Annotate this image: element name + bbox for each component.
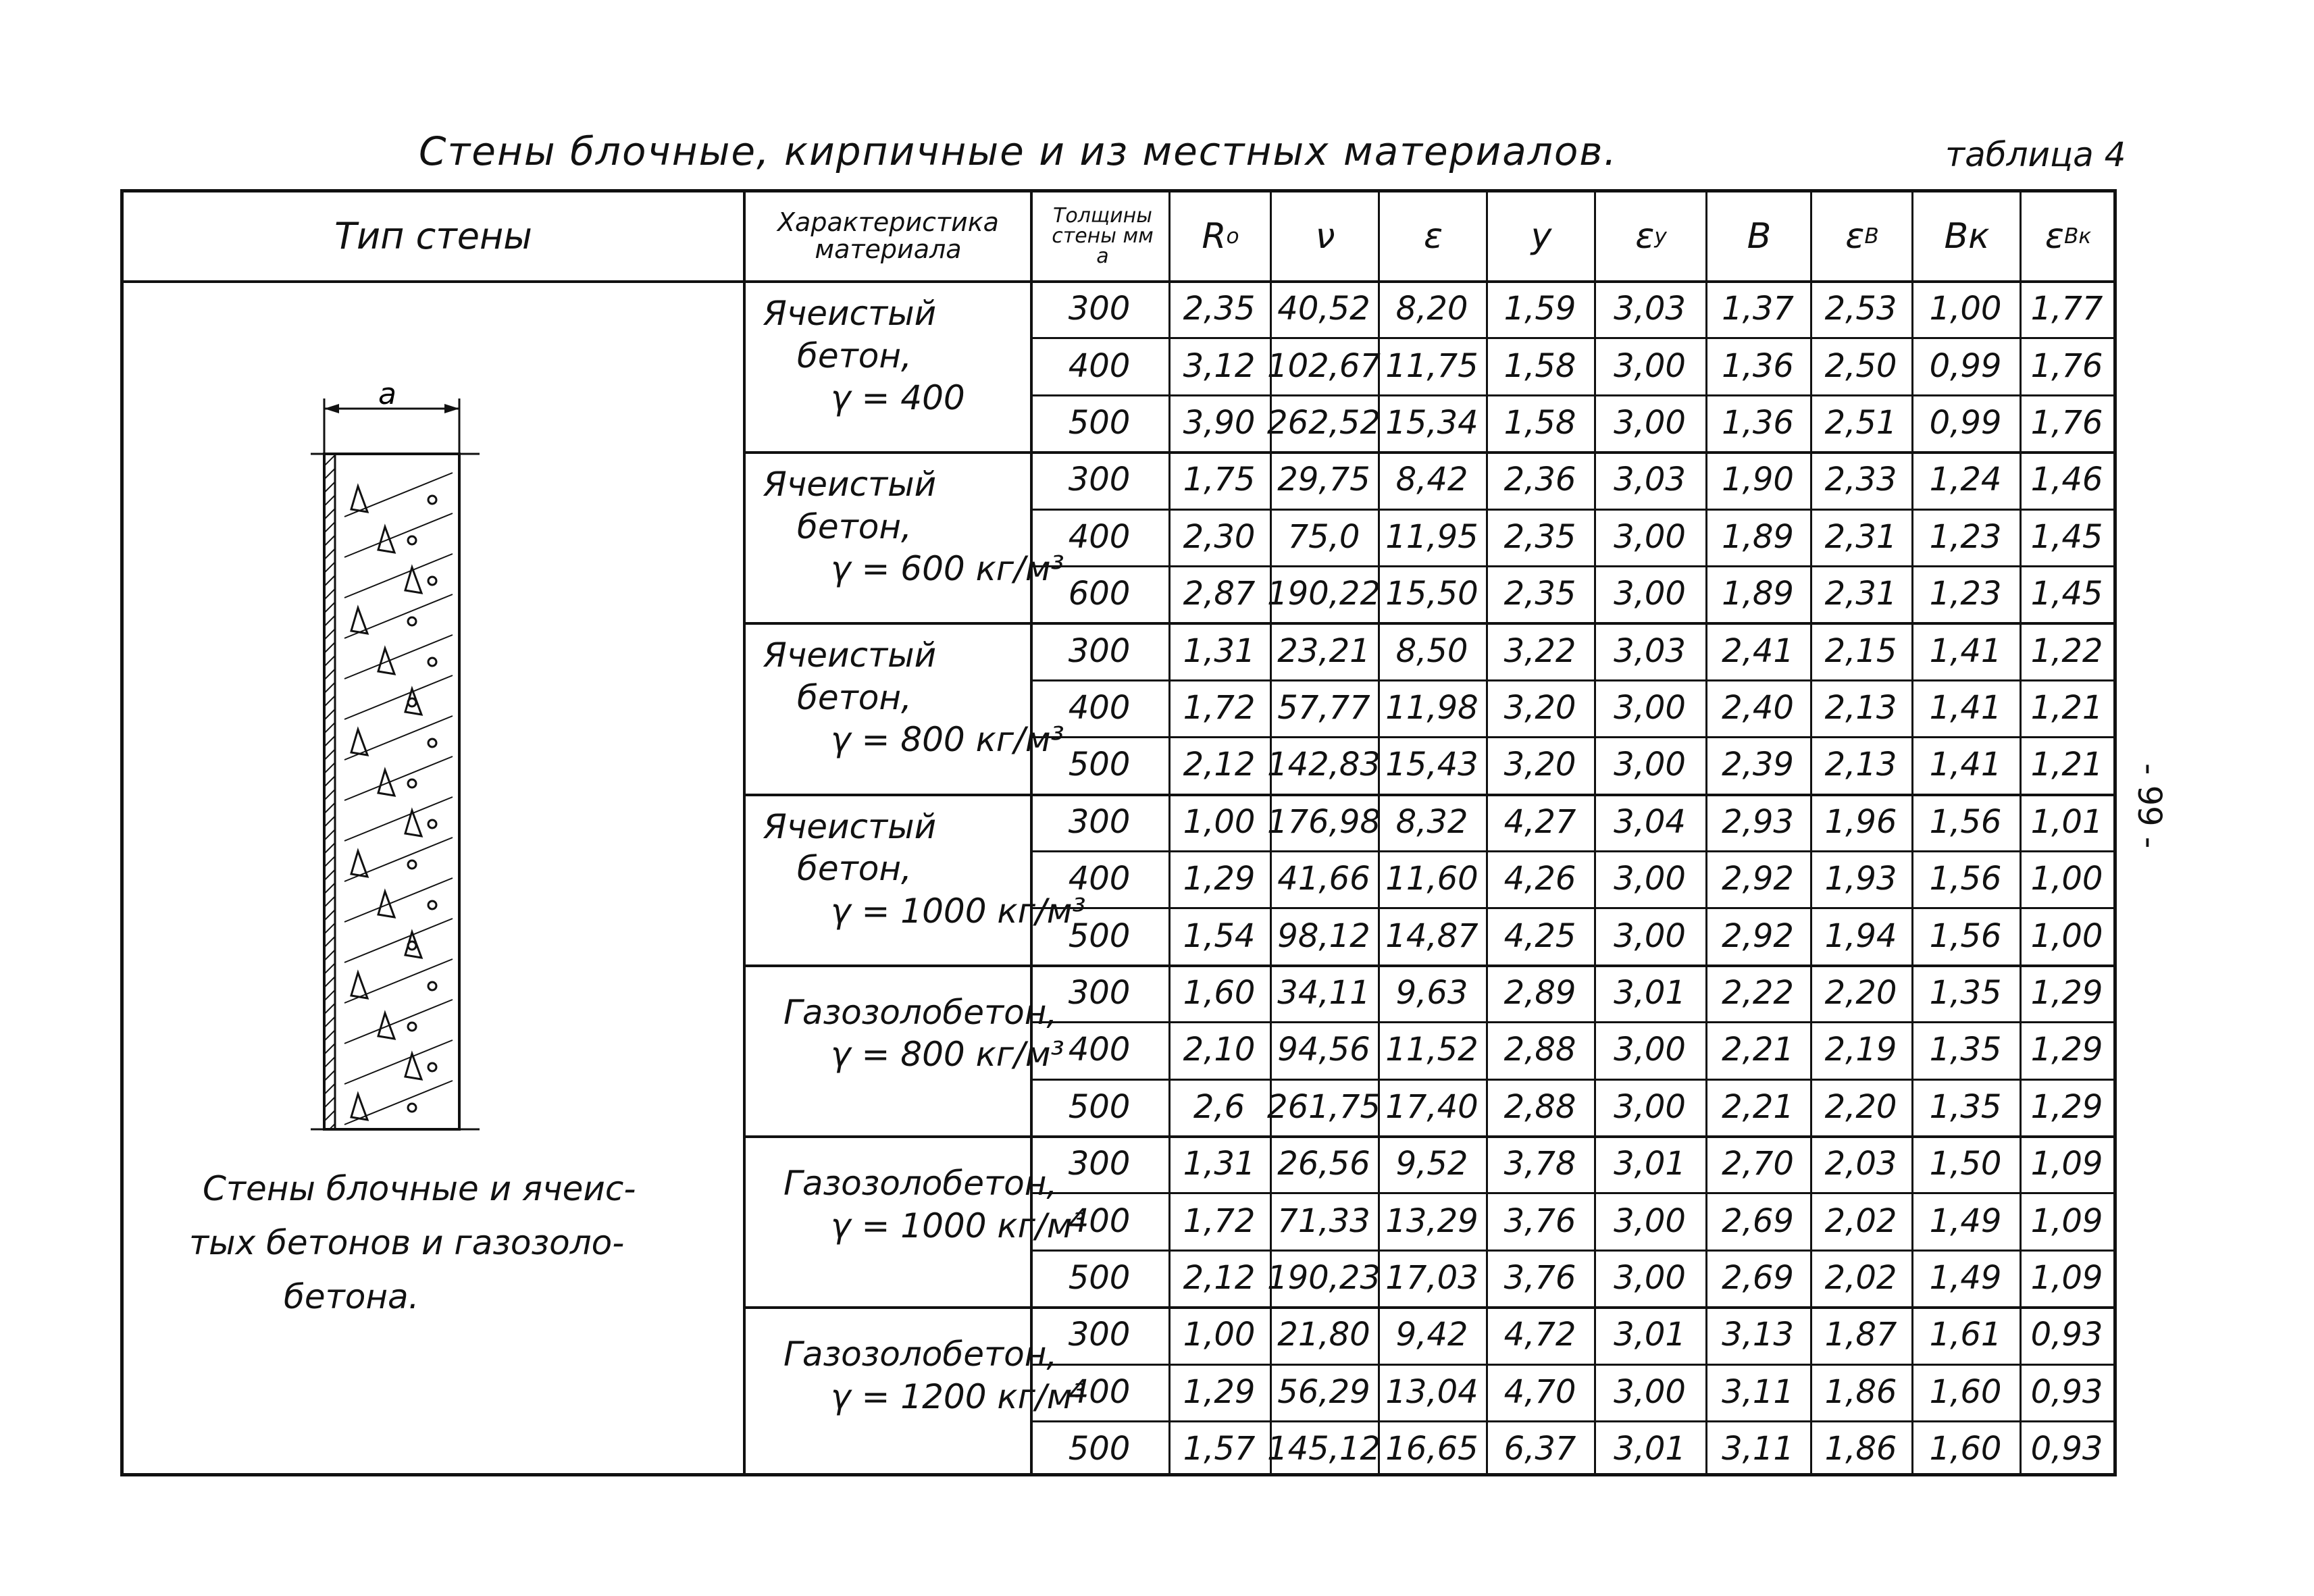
value-cell: 2,88	[1503, 1031, 1576, 1069]
value-cell: 3,76	[1503, 1202, 1576, 1240]
thickness-cell: 400	[1068, 517, 1131, 556]
material-label	[756, 992, 1064, 1076]
value-cell: 34,11	[1277, 973, 1370, 1012]
value-cell: 1,21	[2030, 746, 2103, 784]
value-cell: 2,15	[1824, 632, 1897, 670]
value-cell: 2,40	[1722, 688, 1794, 727]
value-cell: 1,45	[2030, 517, 2103, 556]
value-cell: 2,6	[1193, 1087, 1245, 1126]
value-cell: 2,35	[1503, 575, 1576, 613]
value-cell: 4,26	[1503, 860, 1576, 898]
value-cell: 1,76	[2030, 403, 2103, 442]
material-line: Ячеистый	[763, 294, 937, 333]
material-line: γ = 1000 кг/м³	[831, 891, 1086, 931]
value-cell: 3,00	[1614, 917, 1686, 955]
thickness-cell: 500	[1068, 403, 1131, 442]
value-cell: 145,12	[1267, 1430, 1381, 1468]
value-cell: 2,31	[1824, 517, 1897, 556]
material-line: Ячеистый	[763, 465, 937, 505]
value-cell: 3,76	[1503, 1258, 1576, 1297]
value-cell: 2,87	[1183, 575, 1256, 613]
column-header-symbol: ν	[1315, 215, 1335, 257]
value-cell: 2,88	[1503, 1087, 1576, 1126]
material-line: Ячеистый	[763, 806, 937, 846]
value-cell: 2,51	[1824, 403, 1897, 442]
value-cell: 9,52	[1395, 1145, 1468, 1183]
value-cell: 0,99	[1929, 346, 2002, 385]
column-header	[1813, 192, 1911, 280]
value-cell: 21,80	[1277, 1316, 1370, 1354]
thickness-cell: 300	[1068, 802, 1131, 841]
thickness-cell: 300	[1068, 461, 1131, 499]
value-cell: 71,33	[1277, 1202, 1370, 1240]
value-cell: 3,13	[1722, 1316, 1794, 1354]
thickness-cell: 400	[1068, 860, 1131, 898]
value-cell: 13,04	[1385, 1372, 1479, 1411]
value-cell: 1,23	[1929, 517, 2002, 556]
value-cell: 2,20	[1824, 973, 1897, 1012]
value-cell: 1,57	[1183, 1430, 1256, 1468]
value-cell: 1,29	[2030, 1031, 2103, 1069]
value-cell: 1,09	[2030, 1258, 2103, 1297]
thickness-cell: 400	[1068, 1031, 1131, 1069]
value-cell: 1,00	[2030, 860, 2103, 898]
material-line: бетон,	[797, 336, 912, 376]
value-cell: 2,20	[1824, 1087, 1897, 1126]
column-header-symbol: ε	[1635, 215, 1655, 257]
value-cell: 94,56	[1277, 1031, 1370, 1069]
value-cell: 4,25	[1503, 917, 1576, 955]
value-cell: 2,02	[1824, 1202, 1897, 1240]
value-cell: 6,37	[1503, 1430, 1576, 1468]
value-cell: 3,20	[1503, 746, 1576, 784]
value-cell: 1,31	[1183, 1145, 1256, 1183]
material-label	[756, 463, 1064, 590]
value-cell: 1,09	[2030, 1202, 2103, 1240]
value-cell: 1,37	[1722, 290, 1794, 328]
column-header	[1597, 192, 1705, 280]
header-wall-type: Тип стены	[334, 214, 532, 257]
column-header-symbol: R	[1202, 215, 1227, 257]
value-cell: 2,03	[1824, 1145, 1897, 1183]
value-cell: 1,60	[1929, 1372, 2002, 1411]
value-cell: 2,21	[1722, 1087, 1794, 1126]
value-cell: 1,21	[2030, 688, 2103, 727]
thickness-cell: 300	[1068, 973, 1131, 1012]
value-cell: 2,89	[1503, 973, 1576, 1012]
value-cell: 3,22	[1503, 632, 1576, 670]
value-cell: 1,22	[2030, 632, 2103, 670]
thickness-cell: 300	[1068, 1316, 1131, 1354]
value-cell: 1,56	[1929, 860, 2002, 898]
thickness-cell: 500	[1068, 1258, 1131, 1297]
wall-section-diagram	[297, 385, 486, 1148]
thickness-cell: 400	[1068, 346, 1131, 385]
column-header	[1171, 192, 1270, 280]
value-cell: 1,89	[1722, 575, 1794, 613]
value-cell: 2,30	[1183, 517, 1256, 556]
value-cell: 8,32	[1395, 802, 1468, 841]
value-cell: 23,21	[1277, 632, 1370, 670]
value-cell: 1,45	[2030, 575, 2103, 613]
value-cell: 1,09	[2030, 1145, 2103, 1183]
value-cell: 40,52	[1277, 290, 1370, 328]
value-cell: 2,53	[1824, 290, 1897, 328]
column-header-symbol: Bк	[1944, 215, 1990, 257]
value-cell: 2,92	[1722, 917, 1794, 955]
value-cell: 1,49	[1929, 1258, 2002, 1297]
column-header-symbol: ε	[1423, 215, 1443, 257]
value-cell: 2,41	[1722, 632, 1794, 670]
value-cell: 3,04	[1614, 802, 1686, 841]
thickness-cell: 400	[1068, 1202, 1131, 1240]
value-cell: 0,93	[2030, 1316, 2103, 1354]
material-line: γ = 800 кг/м³	[831, 720, 1064, 760]
column-header	[2022, 192, 2114, 280]
value-cell: 75,0	[1287, 517, 1360, 556]
value-cell: 0,93	[2030, 1372, 2103, 1411]
value-cell: 3,12	[1183, 346, 1256, 385]
column-header-subscript: Bк	[2063, 224, 2092, 249]
column-header	[1489, 192, 1594, 280]
material-line: γ = 600 кг/м³	[831, 549, 1064, 589]
value-cell: 3,00	[1614, 517, 1686, 556]
page-number: - 99 -	[2130, 763, 2168, 849]
value-cell: 2,92	[1722, 860, 1794, 898]
value-cell: 2,50	[1824, 346, 1897, 385]
value-cell: 8,20	[1395, 290, 1468, 328]
value-cell: 1,56	[1929, 802, 2002, 841]
value-cell: 3,00	[1614, 1031, 1686, 1069]
value-cell: 3,20	[1503, 688, 1576, 727]
value-cell: 2,22	[1722, 973, 1794, 1012]
material-line: бетон,	[797, 677, 912, 717]
value-cell: 3,00	[1614, 1258, 1686, 1297]
value-cell: 3,03	[1614, 632, 1686, 670]
thickness-cell: 300	[1068, 632, 1131, 670]
value-cell: 1,35	[1929, 973, 2002, 1012]
column-header	[1272, 192, 1378, 280]
material-line: γ = 800 кг/м³	[831, 1035, 1064, 1075]
value-cell: 1,00	[1929, 290, 2002, 328]
thickness-cell: 400	[1068, 688, 1131, 727]
value-cell: 1,50	[1929, 1145, 2002, 1183]
value-cell: 1,00	[1183, 802, 1256, 841]
value-cell: 2,70	[1722, 1145, 1794, 1183]
value-cell: 190,22	[1267, 575, 1381, 613]
column-header-subscript: B	[1864, 224, 1879, 249]
value-cell: 14,87	[1385, 917, 1479, 955]
value-cell: 1,58	[1503, 346, 1576, 385]
column-header-symbol: ε	[1845, 215, 1865, 257]
value-cell: 3,03	[1614, 461, 1686, 499]
value-cell: 2,69	[1722, 1258, 1794, 1297]
value-cell: 3,01	[1614, 1316, 1686, 1354]
value-cell: 1,94	[1824, 917, 1897, 955]
value-cell: 1,86	[1824, 1372, 1897, 1411]
value-cell: 3,03	[1614, 290, 1686, 328]
value-cell: 1,41	[1929, 746, 2002, 784]
material-line: Газозолобетон,	[783, 1335, 1058, 1374]
value-cell: 11,75	[1385, 346, 1479, 385]
thickness-cell: 300	[1068, 1145, 1131, 1183]
value-cell: 17,40	[1385, 1087, 1479, 1126]
value-cell: 1,54	[1183, 917, 1256, 955]
value-cell: 2,10	[1183, 1031, 1256, 1069]
column-header-subscript: o	[1226, 224, 1239, 249]
value-cell: 11,52	[1385, 1031, 1479, 1069]
value-cell: 2,13	[1824, 688, 1897, 727]
material-line: Газозолобетон,	[783, 1164, 1058, 1203]
value-cell: 1,56	[1929, 917, 2002, 955]
value-cell: 2,21	[1722, 1031, 1794, 1069]
value-cell: 8,50	[1395, 632, 1468, 670]
value-cell: 1,46	[2030, 461, 2103, 499]
value-cell: 2,39	[1722, 746, 1794, 784]
value-cell: 2,19	[1824, 1031, 1897, 1069]
table-title: Стены блочные, кирпичные и из местных материалов.	[419, 128, 1618, 174]
value-cell: 2,35	[1503, 517, 1576, 556]
value-cell: 3,00	[1614, 1372, 1686, 1411]
value-cell: 2,02	[1824, 1258, 1897, 1297]
header-thickness: Толщины стены мм а	[1052, 204, 1154, 268]
value-cell: 3,11	[1722, 1430, 1794, 1468]
value-cell: 3,00	[1614, 1087, 1686, 1126]
value-cell: 3,90	[1183, 403, 1256, 442]
value-cell: 3,00	[1614, 860, 1686, 898]
column-header	[1914, 192, 2020, 280]
value-cell: 3,01	[1614, 1430, 1686, 1468]
value-cell: 1,60	[1929, 1430, 2002, 1468]
column-header-symbol: B	[1747, 215, 1772, 257]
value-cell: 2,33	[1824, 461, 1897, 499]
column-divider	[743, 189, 746, 1476]
value-cell: 1,31	[1183, 632, 1256, 670]
value-cell: 57,77	[1277, 688, 1370, 727]
value-cell: 1,59	[1503, 290, 1576, 328]
value-cell: 102,67	[1267, 346, 1381, 385]
material-line: Ячеистый	[763, 636, 937, 675]
material-label	[756, 292, 965, 419]
column-header-symbol: y	[1531, 215, 1552, 257]
value-cell: 4,72	[1503, 1316, 1576, 1354]
value-cell: 56,29	[1277, 1372, 1370, 1411]
value-cell: 1,29	[1183, 860, 1256, 898]
value-cell: 2,12	[1183, 746, 1256, 784]
value-cell: 1,93	[1824, 860, 1897, 898]
value-cell: 1,49	[1929, 1202, 2002, 1240]
value-cell: 142,83	[1267, 746, 1381, 784]
value-cell: 2,93	[1722, 802, 1794, 841]
value-cell: 3,00	[1614, 746, 1686, 784]
wall-caption: Стены блочные и ячеис- тых бетонов и газозоло- бетона.	[189, 1169, 636, 1316]
material-label	[756, 634, 1064, 761]
value-cell: 1,24	[1929, 461, 2002, 499]
value-cell: 3,01	[1614, 1145, 1686, 1183]
value-cell: 29,75	[1277, 461, 1370, 499]
thickness-cell: 500	[1068, 917, 1131, 955]
material-line: бетон,	[797, 849, 912, 889]
value-cell: 15,34	[1385, 403, 1479, 442]
value-cell: 1,61	[1929, 1316, 2002, 1354]
value-cell: 1,00	[1183, 1316, 1256, 1354]
thickness-cell: 600	[1068, 575, 1131, 613]
value-cell: 11,95	[1385, 517, 1479, 556]
value-cell: 3,78	[1503, 1145, 1576, 1183]
value-cell: 1,29	[2030, 1087, 2103, 1126]
value-cell: 190,23	[1267, 1258, 1381, 1297]
value-cell: 4,27	[1503, 802, 1576, 841]
value-cell: 3,00	[1614, 403, 1686, 442]
value-cell: 4,70	[1503, 1372, 1576, 1411]
value-cell: 261,75	[1267, 1087, 1381, 1126]
column-header	[1381, 192, 1486, 280]
value-cell: 9,63	[1395, 973, 1468, 1012]
value-cell: 1,77	[2030, 290, 2103, 328]
value-cell: 1,75	[1183, 461, 1256, 499]
value-cell: 1,87	[1824, 1316, 1897, 1354]
value-cell: 3,11	[1722, 1372, 1794, 1411]
value-cell: 13,29	[1385, 1202, 1479, 1240]
value-cell: 1,89	[1722, 517, 1794, 556]
value-cell: 1,29	[2030, 973, 2103, 1012]
header-material: Характеристика материала	[777, 207, 999, 264]
value-cell: 2,31	[1824, 575, 1897, 613]
value-cell: 3,00	[1614, 1202, 1686, 1240]
value-cell: 262,52	[1267, 403, 1381, 442]
value-cell: 1,01	[2030, 802, 2103, 841]
value-cell: 176,98	[1267, 802, 1381, 841]
value-cell: 1,23	[1929, 575, 2002, 613]
value-cell: 1,86	[1824, 1430, 1897, 1468]
value-cell: 3,01	[1614, 973, 1686, 1012]
value-cell: 2,35	[1183, 290, 1256, 328]
value-cell: 1,36	[1722, 346, 1794, 385]
value-cell: 26,56	[1277, 1145, 1370, 1183]
value-cell: 1,76	[2030, 346, 2103, 385]
value-cell: 2,13	[1824, 746, 1897, 784]
value-cell: 1,41	[1929, 688, 2002, 727]
value-cell: 1,72	[1183, 1202, 1256, 1240]
value-cell: 11,60	[1385, 860, 1479, 898]
value-cell: 16,65	[1385, 1430, 1479, 1468]
value-cell: 15,50	[1385, 575, 1479, 613]
value-cell: 3,00	[1614, 575, 1686, 613]
value-cell: 1,60	[1183, 973, 1256, 1012]
value-cell: 1,96	[1824, 802, 1897, 841]
value-cell: 3,00	[1614, 346, 1686, 385]
value-cell: 1,35	[1929, 1087, 2002, 1126]
column-header	[1708, 192, 1810, 280]
thickness-cell: 500	[1068, 746, 1131, 784]
dimension-label: a	[378, 385, 396, 411]
column-header-subscript: y	[1654, 224, 1667, 249]
thickness-cell: 500	[1068, 1087, 1131, 1126]
value-cell: 1,41	[1929, 632, 2002, 670]
value-cell: 1,72	[1183, 688, 1256, 727]
material-line: γ = 1200 кг/м³	[831, 1376, 1086, 1416]
value-cell: 1,58	[1503, 403, 1576, 442]
value-cell: 1,29	[1183, 1372, 1256, 1411]
value-cell: 1,35	[1929, 1031, 2002, 1069]
thickness-cell: 500	[1068, 1430, 1131, 1468]
value-cell: 9,42	[1395, 1316, 1468, 1354]
value-cell: 3,00	[1614, 688, 1686, 727]
value-cell: 8,42	[1395, 461, 1468, 499]
value-cell: 1,90	[1722, 461, 1794, 499]
material-line: бетон,	[797, 507, 912, 546]
material-line: Газозолобетон,	[783, 992, 1058, 1032]
value-cell: 0,93	[2030, 1430, 2103, 1468]
value-cell: 98,12	[1277, 917, 1370, 955]
thickness-cell: 300	[1068, 290, 1131, 328]
table-number: таблица 4	[1945, 135, 2126, 174]
value-cell: 1,00	[2030, 917, 2103, 955]
value-cell: 2,12	[1183, 1258, 1256, 1297]
value-cell: 17,03	[1385, 1258, 1479, 1297]
value-cell: 15,43	[1385, 746, 1479, 784]
thickness-cell: 400	[1068, 1372, 1131, 1411]
value-cell: 1,36	[1722, 403, 1794, 442]
value-cell: 0,99	[1929, 403, 2002, 442]
value-cell: 41,66	[1277, 860, 1370, 898]
column-header-symbol: ε	[2045, 215, 2064, 257]
value-cell: 11,98	[1385, 688, 1479, 727]
material-line: γ = 400	[831, 378, 965, 417]
value-cell: 2,36	[1503, 461, 1576, 499]
material-line: γ = 1000 кг/м³	[831, 1206, 1086, 1245]
value-cell: 2,69	[1722, 1202, 1794, 1240]
